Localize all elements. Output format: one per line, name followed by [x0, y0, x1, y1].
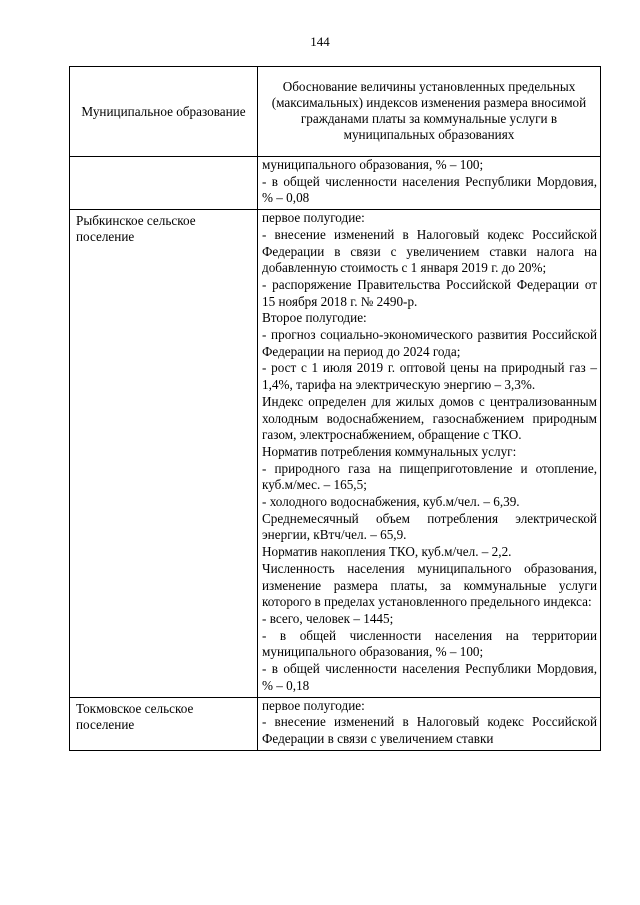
text-line: - распоряжение Правительства Российской Федерации от 15 ноября 2018 г. № 2490-р. [262, 276, 597, 309]
table-row [70, 210, 601, 697]
text-line: - всего, человек – 1445; [262, 610, 394, 626]
text-line: - в общей численности населения на территории муниципального образования, % – 100; [262, 627, 597, 660]
text-line: - внесение изменений в Налоговый кодекс Российской Федерации в связи с увеличением ставки налога на добавленную стоимость с 1 января 2019 г. до 20%; [262, 226, 597, 276]
text-line: первое полугодие: [262, 210, 365, 226]
text-line: - рост с 1 июля 2019 г. оптовой цены на природный газ – 1,4%, тарифа на электрическую энергию – 3,3%. [262, 360, 597, 393]
text-line: Норматив накопления ТКО, куб.м/чел. – 2,2. [262, 544, 512, 560]
text-line: - внесение изменений в Налоговый кодекс Российской Федерации в связи с увеличением ставки [262, 714, 597, 746]
text-line: - прогноз социально-экономического развития Российской Федерации на период до 2024 года; [262, 327, 597, 359]
text-line: Индекс определен для жилых домов с централизованным холодным водоснабжением, газоснабжением природным газом, электроснабжением, обращение с ТКО. [262, 393, 597, 443]
text-line: - в общей численности населения Республики Мордовия, % – 0,18 [262, 661, 597, 693]
text-line: - холодного водоснабжения, куб.м/чел. – 6,39. [262, 494, 520, 510]
justification-cell [258, 697, 601, 750]
municipality-cell [70, 157, 258, 210]
text-line: муниципального образования, % – 100; [262, 157, 484, 172]
text-line: первое полугодие: [262, 697, 365, 713]
table-row [70, 157, 601, 210]
column-header-justification: Обоснование величины установленных предельных (максимальных) индексов изменения размера вносимой гражданами платы за коммунальные услуги в муниципальных образованиях [258, 67, 601, 157]
text-line: Среднемесячный объем потребления электрической энергии, кВтч/чел. – 65,9. [262, 510, 597, 543]
text-line: - природного газа на пищеприготовление и отопление, куб.м/мес. – 165,5; [262, 460, 597, 493]
text-line: - в общей численности населения Республики Мордовия, % – 0,08 [262, 173, 597, 206]
table-header-row [70, 67, 601, 157]
municipality-cell: Рыбкинское сельское поселение [70, 210, 258, 697]
municipality-cell: Токмовское сельское поселение [70, 697, 258, 750]
justification-cell [258, 210, 601, 697]
column-header-municipality: Муниципальное образование [70, 67, 258, 157]
table-row [70, 697, 601, 750]
justification-cell [258, 157, 601, 210]
page-number: 144 [310, 34, 330, 49]
utility-index-table [69, 66, 601, 751]
text-line: Численность населения муниципального образования, изменение размера платы, за коммунальные услуги которого в пределах установленного предельного индекса: [262, 560, 597, 610]
text-line: Норматив потребления коммунальных услуг: [262, 443, 517, 459]
text-line: Второе полугодие: [262, 310, 367, 326]
